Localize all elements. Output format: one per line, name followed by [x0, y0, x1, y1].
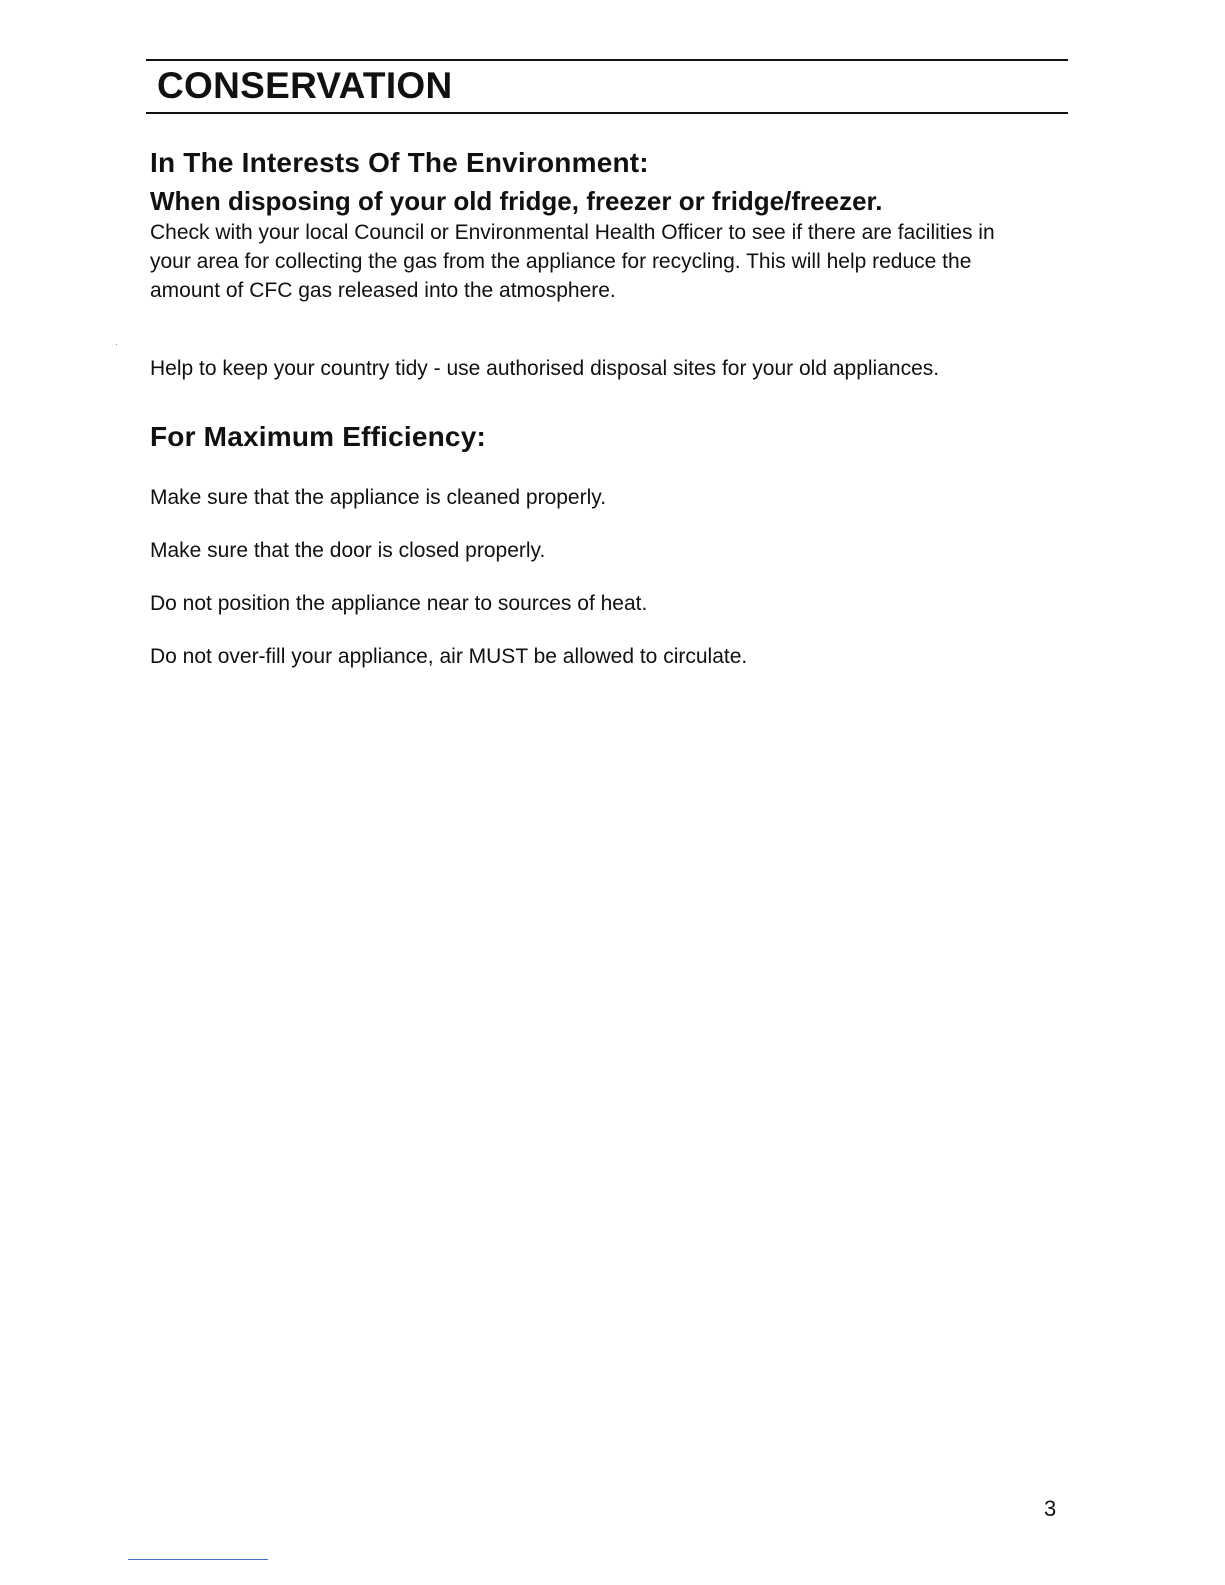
- page-number: 3: [1044, 1496, 1057, 1521]
- efficiency-item-cleaned: Make sure that the appliance is cleaned properly.: [150, 486, 607, 509]
- title-top-rule: [146, 59, 1068, 61]
- scan-speck: [116, 344, 117, 345]
- page-title: CONSERVATION: [157, 65, 453, 106]
- footer-mark: [128, 1559, 268, 1560]
- tidy-note: Help to keep your country tidy - use authorised disposal sites for your old appliances.: [150, 357, 940, 380]
- efficiency-item-heat: Do not position the appliance near to sources of heat.: [150, 592, 648, 615]
- disposal-paragraph: Check with your local Council or Environmental Health Officer to see if there are facilities in your area for collecting the gas from the appliance for recycling. This will help reduce the amount of CFC gas released into the atmosphere.: [150, 221, 995, 302]
- efficiency-item-door: Make sure that the door is closed properly.: [150, 539, 546, 562]
- environment-heading: In The Interests Of The Environment:: [150, 147, 649, 178]
- efficiency-heading: For Maximum Efficiency:: [150, 421, 487, 452]
- efficiency-item-overfill: Do not over-fill your appliance, air MUST be allowed to circulate.: [150, 645, 748, 668]
- disposal-subheading: When disposing of your old fridge, freezer or fridge/freezer.: [150, 186, 883, 216]
- title-bottom-rule: [146, 112, 1068, 114]
